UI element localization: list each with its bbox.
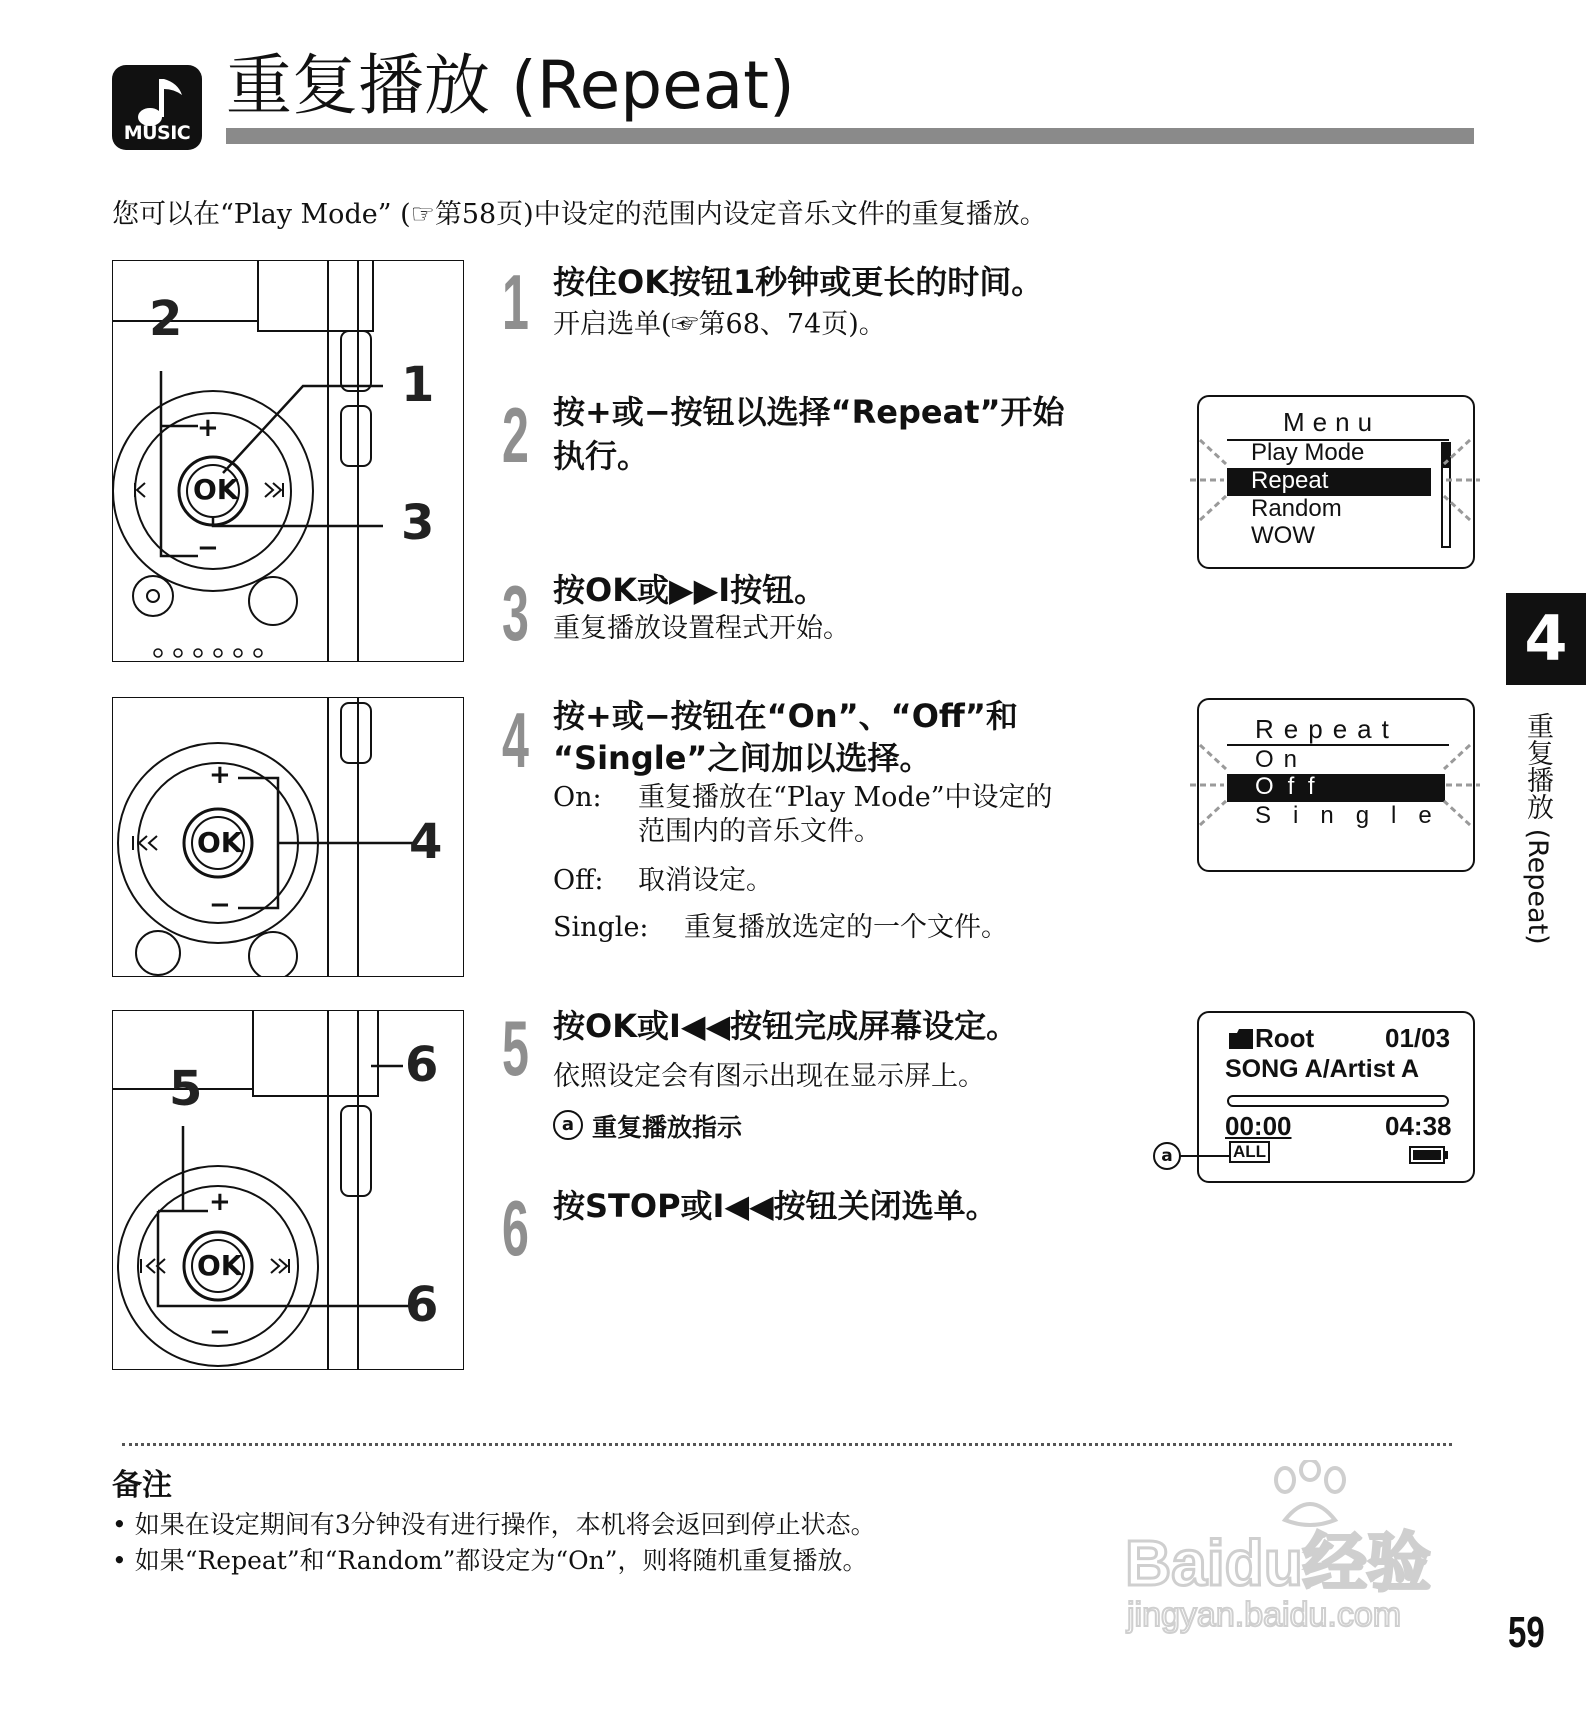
callout-3: 3 — [401, 495, 435, 551]
callout-5: 5 — [169, 1061, 203, 1117]
progress-bar — [1227, 1095, 1449, 1107]
folder-name: Root — [1255, 1023, 1315, 1053]
step-2-heading-line2: 执行。 — [553, 437, 650, 475]
option-off-text: 取消设定。 — [638, 865, 773, 896]
repeat-all-icon: ALL — [1229, 1141, 1270, 1163]
step-6-heading: 按STOP或I◀◀按钮关闭选单。 — [553, 1187, 998, 1225]
step-5-annotation: 重复播放指示 — [592, 1113, 743, 1142]
option-off-key: Off: — [553, 865, 604, 896]
page-title: 重复播放 (Repeat) — [226, 47, 795, 124]
callout-6-top: 6 — [405, 1037, 439, 1093]
repeat-option-off: Off — [1255, 773, 1329, 800]
plus-button-label: + — [209, 760, 231, 790]
option-single-text: 重复播放选定的一个文件。 — [684, 912, 1008, 943]
option-on-key: On: — [553, 782, 602, 813]
ok-button-label: OK — [197, 826, 243, 859]
minus-button-label: − — [209, 1317, 231, 1347]
repeat-option-single: Single — [1255, 802, 1454, 829]
step-number-5: 5 — [502, 1004, 529, 1092]
menu-item-random: Random — [1251, 495, 1342, 522]
step-number-6: 6 — [502, 1184, 529, 1272]
title-underline — [226, 128, 1474, 144]
step-4-heading-line2: “Single”之间加以选择。 — [553, 739, 932, 777]
music-section-icon — [112, 65, 202, 150]
menu-item-repeat: Repeat — [1251, 467, 1329, 494]
step-number-1: 1 — [502, 258, 529, 346]
callout-2: 2 — [149, 291, 183, 347]
notes-divider — [122, 1443, 1452, 1446]
song-title: SONG A/Artist A — [1225, 1055, 1419, 1083]
repeat-screen-title: Repeat — [1255, 714, 1399, 744]
callout-4: 4 — [409, 814, 443, 870]
callout-6-bottom: 6 — [405, 1277, 439, 1333]
plus-button-label: + — [209, 1187, 231, 1217]
step-4-heading-line1: 按+或−按钮在“On”、“Off”和 — [553, 697, 1018, 735]
device-photo-1 — [112, 260, 464, 662]
step-number-4: 4 — [502, 696, 529, 784]
chapter-tab: 4 — [1506, 593, 1586, 685]
watermark-logo: Baidu经验 — [1125, 1527, 1431, 1599]
step-3-body: 重复播放设置程式开始。 — [553, 613, 850, 644]
ok-button-label: OK — [193, 473, 239, 506]
intro-text: 您可以在“Play Mode” (☞第58页)中设定的范围内设定音乐文件的重复播放。 — [112, 199, 1047, 230]
screen-marker-leader — [1179, 1155, 1229, 1157]
step-2-heading-line1: 按+或−按钮以选择“Repeat”开始 — [553, 393, 1065, 431]
elapsed-time: 00:00 — [1225, 1111, 1292, 1141]
step-5-body: 依照设定会有图示出现在显示屏上。 — [553, 1061, 985, 1092]
option-on-text-line1: 重复播放在“Play Mode”中设定的 — [638, 782, 1053, 813]
plus-button-label: + — [197, 413, 219, 443]
step-1-heading: 按住OK按钮1秒钟或更长的时间。 — [553, 263, 1044, 301]
notes-heading: 备注 — [112, 1468, 172, 1503]
step-1-body: 开启选单(☞第68、74页)。 — [553, 309, 886, 340]
device-photo-2 — [112, 697, 464, 977]
option-single-key: Single: — [553, 912, 649, 943]
note-item-1: • 如果在设定期间有3分钟没有进行操作，本机将会返回到停止状态。 — [112, 1510, 876, 1539]
step-number-2: 2 — [502, 391, 529, 479]
baidu-watermark — [1125, 1460, 1485, 1640]
step-3-heading: 按OK或▶▶I按钮。 — [553, 571, 827, 609]
total-time: 04:38 — [1385, 1111, 1452, 1141]
callout-1: 1 — [401, 357, 435, 413]
minus-button-label: − — [197, 533, 219, 563]
minus-button-label: − — [209, 890, 231, 920]
page-number: 59 — [1508, 1608, 1545, 1657]
menu-item-play-mode: Play Mode — [1251, 439, 1365, 466]
menu-item-wow: WOW — [1251, 522, 1315, 549]
music-icon-label: MUSIC — [123, 122, 191, 144]
folder-icon — [1229, 1029, 1253, 1049]
blink-rays-menu — [1190, 430, 1480, 530]
watermark-url: jingyan.baidu.com — [1127, 1596, 1402, 1634]
ok-button-label: OK — [197, 1249, 243, 1282]
playback-screen — [1197, 1011, 1475, 1183]
menu-screen-title: Menu — [1283, 407, 1381, 437]
screen-marker-a: a — [1153, 1142, 1181, 1170]
track-counter: 01/03 — [1385, 1023, 1451, 1053]
device-photo-3 — [112, 1010, 464, 1370]
step-5-heading: 按OK或I◀◀按钮完成屏幕设定。 — [553, 1007, 1019, 1045]
option-on-text-line2: 范围内的音乐文件。 — [638, 816, 881, 847]
annotation-marker-a: a — [553, 1110, 583, 1140]
step-number-3: 3 — [502, 569, 529, 657]
note-item-2: • 如果“Repeat”和“Random”都设定为“On”，则将随机重复播放。 — [112, 1546, 868, 1575]
repeat-option-on: On — [1255, 746, 1308, 773]
chapter-side-title: 重复播放 (Repeat) — [1522, 711, 1553, 945]
blink-rays-repeat — [1190, 735, 1480, 835]
battery-icon — [1409, 1145, 1449, 1165]
